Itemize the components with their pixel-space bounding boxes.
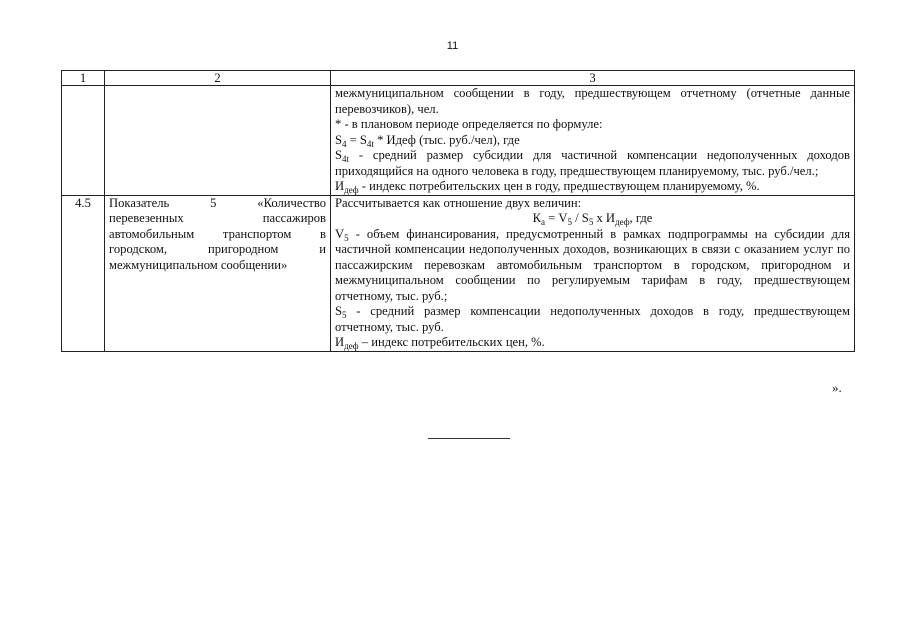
formula-subscript: 5 bbox=[344, 232, 349, 243]
header-col-1: 1 bbox=[62, 71, 105, 86]
closing-quote: ». bbox=[832, 380, 842, 395]
formula-part: = S bbox=[346, 132, 367, 147]
table-row bbox=[62, 86, 855, 196]
formula-subscript: 4t bbox=[342, 154, 350, 164]
table-header-row bbox=[62, 71, 855, 86]
table-row bbox=[62, 195, 855, 351]
formula-subscript: 5 bbox=[342, 310, 347, 320]
row1-indicator-cell bbox=[105, 86, 331, 196]
formula-part: , где bbox=[629, 211, 653, 225]
formula-symbol: V bbox=[335, 226, 345, 241]
row1-method-cell bbox=[331, 86, 855, 196]
row2-number-cell: 4.5 bbox=[62, 195, 105, 351]
formula-subscript: деф bbox=[344, 341, 359, 351]
formula-part: х И bbox=[593, 211, 616, 225]
formula-part: = V bbox=[545, 211, 568, 225]
definition-text: - объем финансирования, предусмотренный в рамках подпрограммы на субсидии для частичной компенсации недополученных доходов, возникающих в связи с оказанием услуг по пассажирским перевозкам автомобильным транспортом в городском, пригородном и межмуниципальном сообщении по регулируемым тарифам в году, предшествующем отчетному, тыс. руб.; bbox=[335, 226, 850, 303]
formula-symbol: И bbox=[335, 335, 345, 349]
row1-definition-index bbox=[335, 179, 850, 195]
formula-subscript: а bbox=[541, 217, 546, 227]
formula-subscript: 4t bbox=[366, 138, 374, 149]
row2-formula bbox=[335, 211, 850, 227]
definition-text: - средний размер компенсации недополученных доходов в году, предшествующем отчетному, тыс. руб. bbox=[335, 304, 850, 334]
row1-text-1: межмуниципальном сообщении в году, предшествующем отчетному (отчетные данные перевозчиков), чел. bbox=[335, 86, 850, 116]
formula-symbol: К bbox=[532, 211, 542, 225]
indicator-table bbox=[61, 70, 855, 352]
row2-text-1: Рассчитывается как отношение двух величин: bbox=[335, 195, 582, 210]
footer-divider bbox=[428, 438, 510, 439]
row1-formula bbox=[335, 133, 850, 149]
row2-definition-index bbox=[335, 335, 850, 351]
formula-subscript: 4 bbox=[342, 138, 347, 149]
definition-text: – индекс потребительских цен, %. bbox=[358, 335, 545, 349]
formula-part: * Идеф (тыс. руб./чел), где bbox=[373, 132, 520, 147]
row2-method-cell bbox=[331, 195, 855, 351]
row2-definition-s5 bbox=[335, 304, 850, 335]
header-col-3: 3 bbox=[331, 71, 855, 86]
formula-subscript: 5 bbox=[567, 217, 573, 227]
formula-subscript: 5 bbox=[588, 217, 594, 227]
formula-symbol: S bbox=[335, 132, 343, 147]
formula-part: / S bbox=[572, 211, 589, 225]
row2-definition-v5 bbox=[335, 227, 850, 305]
row1-number-cell bbox=[62, 86, 105, 196]
row1-text-2: * - в плановом периоде определяется по формуле: bbox=[335, 117, 603, 131]
header-col-2: 2 bbox=[105, 71, 331, 86]
formula-symbol: S bbox=[335, 148, 343, 162]
formula-symbol: И bbox=[335, 179, 345, 193]
row2-indicator-cell: Показатель 5 «Количество перевезенных пассажиров автомобильным транспортом в городском, пригородном и межмуниципальном сообщении» bbox=[105, 195, 331, 351]
definition-text: - средний размер субсидии для частичной компенсации недополученных доходов приходящийся на одного человека в году, предшествующем планируемому, тыс. руб./чел.; bbox=[335, 148, 850, 178]
row1-definition-s4t bbox=[335, 148, 850, 179]
definition-text: - индекс потребительских цен в году, предшествующем планируемому, %. bbox=[358, 179, 760, 193]
formula-subscript: деф bbox=[344, 185, 359, 195]
page-number: 11 bbox=[446, 40, 459, 52]
formula-subscript: деф bbox=[615, 217, 630, 227]
formula-symbol: S bbox=[335, 304, 343, 318]
